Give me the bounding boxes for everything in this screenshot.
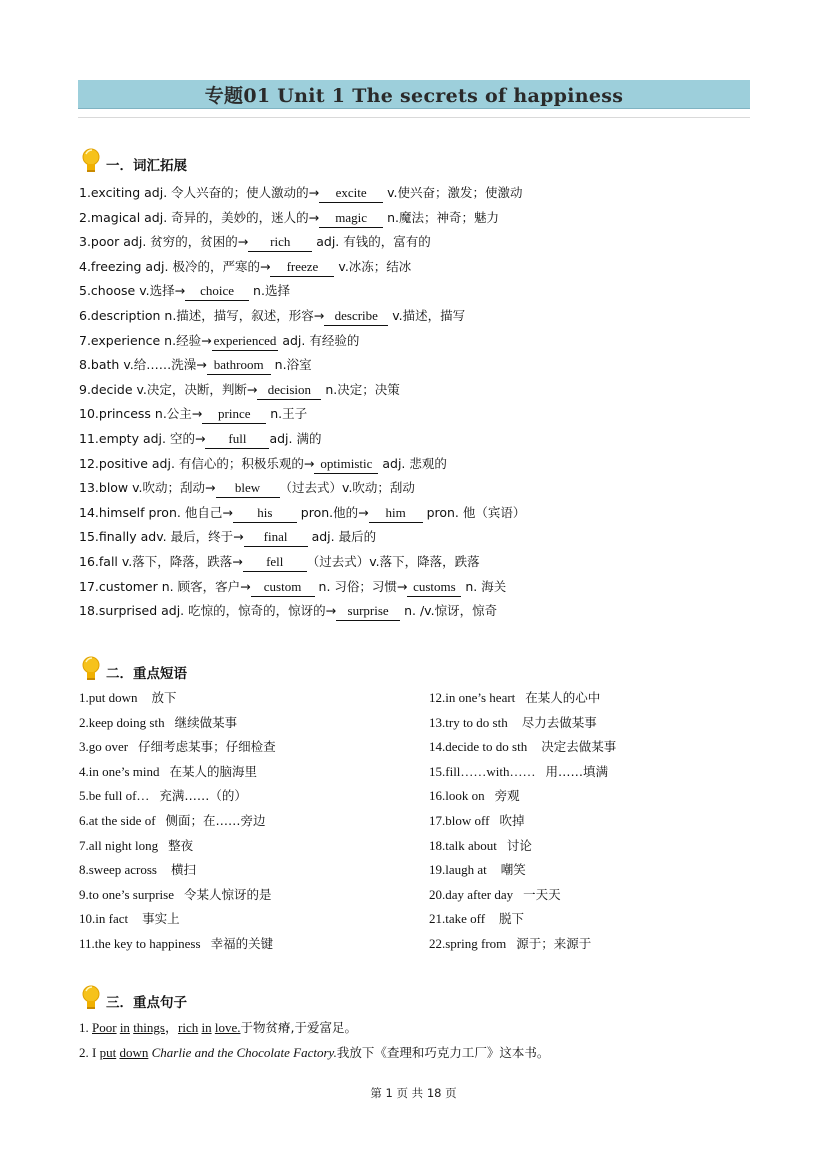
phrase-chinese: 幸福的关键 xyxy=(210,935,274,951)
sentences-list xyxy=(79,1016,759,1065)
vocab-meaning: v.使兴奋；激发；使激动 xyxy=(383,185,523,200)
phrase-chinese: 一天天 xyxy=(523,886,561,902)
phrase-item xyxy=(79,883,429,908)
vocab-prompt: 9.decide v.决定，决断，判断→ xyxy=(79,381,258,397)
vocab-item xyxy=(79,427,759,452)
sentence-word: in xyxy=(119,1020,130,1035)
vocab-prompt: 11.empty adj. 空的→ xyxy=(79,430,206,446)
vocab-item xyxy=(79,525,759,550)
vocab-meaning: （过去式）v.吹动；刮动 xyxy=(279,480,415,496)
vocab-meaning: pron. 他（宾语） xyxy=(422,504,526,520)
vocab-meaning: n. 习俗；习惯→ xyxy=(314,578,408,594)
vocab-meaning: （过去式）v.落下，降落，跌落 xyxy=(306,553,480,569)
vocab-prompt: 1.exciting adj. 令人兴奋的；使人激动的→ xyxy=(79,185,320,200)
vocab-answer-blank: choice xyxy=(185,282,249,301)
vocab-meaning: n.浴室 xyxy=(270,357,312,373)
phrase-chinese: 令某人惊讶的是 xyxy=(183,886,272,902)
vocab-answer-blank: magic xyxy=(319,209,383,228)
vocab-meaning: adj. 满的 xyxy=(269,430,322,446)
vocab-item xyxy=(79,255,759,280)
vocab-meaning: adj. 有经验的 xyxy=(278,332,360,348)
section-sentences-header xyxy=(78,983,187,1013)
phrase-chinese: 讨论 xyxy=(506,837,532,853)
vocab-prompt: 7.experience n.经验→ xyxy=(79,332,212,348)
phrase-chinese: 放下 xyxy=(147,690,177,705)
phrase-english: 2.keep doing sth xyxy=(79,714,165,730)
phrase-item xyxy=(429,907,759,932)
phrase-english: 10.in fact xyxy=(79,911,129,927)
vocab-prompt: 6.description n.描述，描写，叙述，形容→ xyxy=(79,307,325,323)
phrase-english: 11.the key to happiness xyxy=(79,935,201,951)
sentence-number: 2. I xyxy=(79,1044,100,1060)
phrase-chinese: 仔细考虑某事；仔细检查 xyxy=(138,739,276,755)
section-vocab-header xyxy=(78,146,187,176)
phrases-table xyxy=(79,686,759,957)
vocab-item xyxy=(79,329,759,354)
vocab-answer-blank: full xyxy=(205,430,269,449)
vocab-prompt: 12.positive adj. 有信心的；积极乐观的→ xyxy=(79,455,315,471)
phrase-chinese: 用……填满 xyxy=(545,763,609,779)
vocab-item xyxy=(79,353,759,378)
vocab-meaning: adj. 悲观的 xyxy=(378,455,447,471)
phrases-column-right xyxy=(429,686,759,957)
vocab-meaning: n. /v.惊讶，惊奇 xyxy=(400,603,498,619)
phrase-item xyxy=(429,809,759,834)
vocab-answer-blank: optimistic xyxy=(314,455,378,474)
phrase-item xyxy=(429,735,759,760)
sentence-word: in xyxy=(201,1020,212,1035)
phrase-english: 16.look on xyxy=(429,788,485,804)
phrase-english: 7.all night long xyxy=(79,837,159,853)
sentence-word: Poor xyxy=(92,1020,117,1035)
vocab-prompt: 16.fall v.落下，降落，跌落→ xyxy=(79,553,243,569)
sentence-word: rich xyxy=(178,1020,199,1035)
vocab-answer-blank: freeze xyxy=(270,258,334,277)
vocab-answer-blank: blew xyxy=(216,479,280,498)
vocab-answer-blank: excite xyxy=(319,184,383,203)
phrase-item xyxy=(429,686,759,711)
vocab-item xyxy=(79,181,759,206)
phrase-chinese: 横扫 xyxy=(166,862,196,878)
phrase-item xyxy=(79,784,429,809)
phrase-item xyxy=(79,760,429,785)
phrase-chinese: 源于；来源于 xyxy=(516,935,592,951)
vocab-prompt: 4.freezing adj. 极冷的，严寒的→ xyxy=(79,258,271,274)
vocab-meaning: n.魔法；神奇；魅力 xyxy=(383,209,500,225)
phrase-chinese: 脱下 xyxy=(495,911,525,927)
section-phrases-label: 二．重点短语 xyxy=(106,666,187,682)
sentence-2 xyxy=(79,1041,759,1066)
phrase-item xyxy=(429,932,759,957)
vocab-answer-blank: prince xyxy=(202,405,266,424)
vocab-answer-blank: his xyxy=(233,504,297,523)
phrase-chinese: 决定去做某事 xyxy=(537,739,617,755)
phrase-item xyxy=(79,735,429,760)
vocab-answer-blank: bathroom xyxy=(207,356,271,375)
title-banner xyxy=(78,80,750,109)
phrase-item xyxy=(79,858,429,883)
phrase-english: 22.spring from xyxy=(429,935,507,951)
vocab-meaning: adj. 有钱的，富有的 xyxy=(312,234,431,250)
section-sentences-label: 三．重点句子 xyxy=(106,995,187,1011)
sentence-punct: ， xyxy=(164,1020,178,1035)
section-vocab-label: 一．词汇拓展 xyxy=(106,158,187,174)
vocab-prompt: 3.poor adj. 贫穷的，贫困的→ xyxy=(79,234,249,250)
title-divider xyxy=(78,117,750,118)
phrase-item xyxy=(429,711,759,736)
vocab-meaning: n.选择 xyxy=(249,283,290,299)
vocab-meaning: n.王子 xyxy=(266,406,308,422)
phrase-english: 5.be full of… xyxy=(79,788,150,804)
phrase-chinese: 在某人的心中 xyxy=(525,690,601,705)
vocab-item xyxy=(79,476,759,501)
vocab-item xyxy=(79,206,759,231)
phrase-item xyxy=(79,711,429,736)
vocab-prompt: 13.blow v.吹动；刮动→ xyxy=(79,480,216,496)
phrase-item xyxy=(429,760,759,785)
phrase-item xyxy=(79,834,429,859)
phrase-chinese: 在某人的脑海里 xyxy=(169,763,258,779)
phrase-item xyxy=(429,784,759,809)
vocab-answer-blank: surprise xyxy=(336,602,400,621)
vocab-prompt: 10.princess n.公主→ xyxy=(79,406,203,422)
vocab-item xyxy=(79,575,759,600)
phrase-chinese: 整夜 xyxy=(168,837,194,853)
vocab-prompt: 2.magical adj. 奇异的，美妙的，迷人的→ xyxy=(79,209,320,225)
phrase-chinese: 旁观 xyxy=(494,788,520,804)
vocab-answer-blank: experienced xyxy=(212,332,279,351)
vocab-item xyxy=(79,279,759,304)
sentence-translation: 于物贫瘠,于爱富足。 xyxy=(240,1020,357,1035)
sentence-word: put xyxy=(99,1044,117,1060)
vocab-item xyxy=(79,501,759,526)
vocab-item xyxy=(79,599,759,624)
phrase-chinese: 尽力去做某事 xyxy=(517,714,597,730)
phrase-english: 14.decide to do sth xyxy=(429,739,528,755)
vocab-item xyxy=(79,550,759,575)
vocab-item xyxy=(79,378,759,403)
vocab-answer-blank: fell xyxy=(243,553,307,572)
phrase-english: 20.day after day xyxy=(429,886,514,902)
phrase-english: 15.fill……with…… xyxy=(429,763,536,779)
vocab-prompt: 5.choose v.选择→ xyxy=(79,283,186,299)
book-title: Charlie and the Chocolate Factory. xyxy=(151,1044,337,1060)
phrase-chinese: 吹掉 xyxy=(499,812,525,828)
page-footer: 第 1 页 共 18 页 xyxy=(370,1086,457,1100)
vocab-meaning: n.决定；决策 xyxy=(321,381,400,397)
vocab-answer-blank: custom xyxy=(251,578,315,597)
vocab-answer-blank: final xyxy=(244,528,308,547)
phrase-item xyxy=(79,932,429,957)
phrase-english: 6.at the side of xyxy=(79,812,156,828)
phrase-english: 8.sweep across xyxy=(79,862,157,878)
sentence-1 xyxy=(79,1016,759,1041)
vocab-meaning: v.描述，描写 xyxy=(388,307,466,323)
phrase-english: 19.laugh at xyxy=(429,862,487,878)
vocab-item xyxy=(79,230,759,255)
phrase-english: 17.blow off xyxy=(429,812,490,828)
phrase-english: 3.go over xyxy=(79,739,129,755)
vocab-answer-blank: describe xyxy=(324,307,388,326)
phrase-item xyxy=(79,907,429,932)
phrase-chinese: 侧面；在……旁边 xyxy=(165,812,266,828)
vocab-item xyxy=(79,304,759,329)
phrase-english: 13.try to do sth xyxy=(429,714,508,730)
sentence-word: down xyxy=(119,1044,149,1060)
lightbulb-icon xyxy=(78,983,104,1013)
sentence-word: things xyxy=(133,1020,165,1035)
phrase-item xyxy=(79,686,429,711)
vocab-meaning: v.冰冻；结冰 xyxy=(334,258,412,274)
phrase-chinese: 充满……（的） xyxy=(159,788,247,804)
vocab-meaning: pron.他的→ xyxy=(296,504,369,520)
vocab-prompt: 8.bath v.给……洗澡→ xyxy=(79,357,207,373)
vocab-item xyxy=(79,402,759,427)
vocab-prompt: 18.surprised adj. 吃惊的，惊奇的，惊讶的→ xyxy=(79,603,337,619)
phrase-english: 4.in one’s mind xyxy=(79,763,160,779)
vocab-list xyxy=(79,181,759,624)
phrase-english: 12.in one’s heart xyxy=(429,690,516,705)
vocab-prompt: 15.finally adv. 最后，终于→ xyxy=(79,529,244,545)
page-title: 专题01 Unit 1 The secrets of happiness xyxy=(204,84,624,107)
phrase-chinese: 嘲笑 xyxy=(496,862,526,878)
phrase-chinese: 事实上 xyxy=(138,911,180,927)
lightbulb-icon xyxy=(78,146,104,176)
vocab-prompt: 17.customer n. 顾客，客户→ xyxy=(79,578,251,594)
phrase-english: 18.talk about xyxy=(429,837,497,853)
vocab-prompt: 14.himself pron. 他自己→ xyxy=(79,504,233,520)
sentence-translation: 我放下《查理和巧克力工厂》这本书。 xyxy=(336,1044,550,1060)
sentence-word: love. xyxy=(214,1020,241,1035)
vocab-answer-blank: him xyxy=(369,504,423,523)
section-phrases-header xyxy=(78,654,187,684)
vocab-meaning: adj. 最后的 xyxy=(307,529,377,545)
phrase-item xyxy=(79,809,429,834)
phrase-chinese: 继续做某事 xyxy=(174,714,238,730)
phrase-english: 1.put down xyxy=(79,690,138,705)
phrase-item xyxy=(429,858,759,883)
lightbulb-icon xyxy=(78,654,104,684)
vocab-answer-blank: rich xyxy=(248,233,312,252)
phrase-english: 9.to one’s surprise xyxy=(79,886,174,902)
phrases-column-left xyxy=(79,686,429,957)
vocab-answer-blank: decision xyxy=(257,381,321,400)
phrase-item xyxy=(429,883,759,908)
vocab-item xyxy=(79,452,759,477)
phrase-item xyxy=(429,834,759,859)
vocab-answer-blank: customs xyxy=(407,578,461,597)
vocab-meaning: n. 海关 xyxy=(461,578,507,594)
phrase-english: 21.take off xyxy=(429,911,486,927)
sentence-number: 1. xyxy=(79,1020,92,1035)
